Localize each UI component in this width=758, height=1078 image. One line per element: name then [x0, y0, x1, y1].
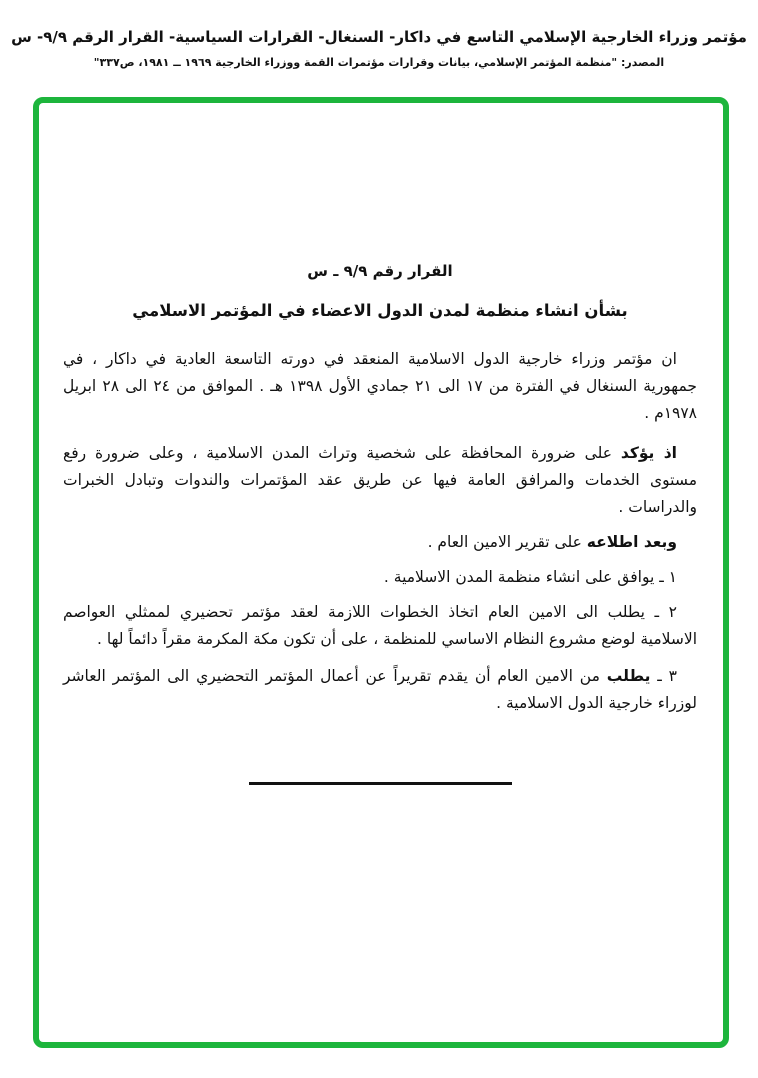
header-source-line: المصدر: "منظمة المؤتمر الإسلامي، بيانات وقرارات مؤتمرات القمة ووزراء الخارجية ١٩٦٩ ــ ١٩٨١، ص٣٣٧": [93, 56, 665, 69]
document-content: [39, 103, 723, 785]
page-header: [0, 0, 758, 70]
paragraph-preamble: ان مؤتمر وزراء خارجية الدول الاسلامية المنعقد في دورته التاسعة العادية في داكار ، في جمهورية السنغال في الفترة من ١٧ الى ٢١ جمادي الأول ١٣٩٨ هـ . الموافق من ٢٤ الى ٢٨ ابريل ١٩٧٨م .: [63, 350, 697, 422]
bold-keyword: اذ يؤكد: [620, 444, 677, 462]
paragraph-text: على ضرورة المحافظة على شخصية وتراث المدن الاسلامية ، وعلى ضرورة رفع مستوى الخدمات والمرافق العامة فيها عن طريق عقد المؤتمرات والندوات وتبادل الخبرات والدراسات .: [63, 444, 697, 516]
decision-number-title: القرار رقم ٩/٩ ـ س: [307, 262, 453, 280]
resolution-item-2: ٢ ـ يطلب الى الامين العام اتخاذ الخطوات اللازمة لعقد مؤتمر تحضيري لممثلي العواصم الاسلامية لوضع مشروع النظام الاساسي للمنظمة ، على أن تكون مكة المكرمة مقراً دائماً لها .: [63, 603, 697, 648]
header-title: مؤتمر وزراء الخارجية الإسلامي التاسع في داكار- السنغال- القرارات السياسية- القرار الرقم ٩/٩- س: [11, 28, 747, 46]
paragraph-affirmation: [63, 440, 697, 521]
bold-keyword: وبعد اطلاعه: [586, 533, 677, 551]
paragraph-text: على تقرير الامين العام .: [427, 533, 587, 551]
resolution-item-3: [63, 663, 697, 717]
paragraph-report-note: [63, 529, 697, 556]
green-border-frame: [33, 97, 729, 1048]
decision-subject-title: بشأن انشاء منظمة لمدن الدول الاعضاء في المؤتمر الاسلامي: [132, 301, 628, 320]
resolution-item-1: ١ ـ يوافق على انشاء منظمة المدن الاسلامية .: [383, 568, 677, 586]
bold-keyword: يطلب: [606, 667, 651, 685]
paragraph-text: من الامين العام أن يقدم تقريراً عن أعمال المؤتمر التحضيري الى المؤتمر العاشر لوزراء خارجية الدول الاسلامية .: [63, 667, 697, 712]
item-number: ٣ ـ: [650, 667, 677, 685]
separator-line: [249, 782, 512, 785]
